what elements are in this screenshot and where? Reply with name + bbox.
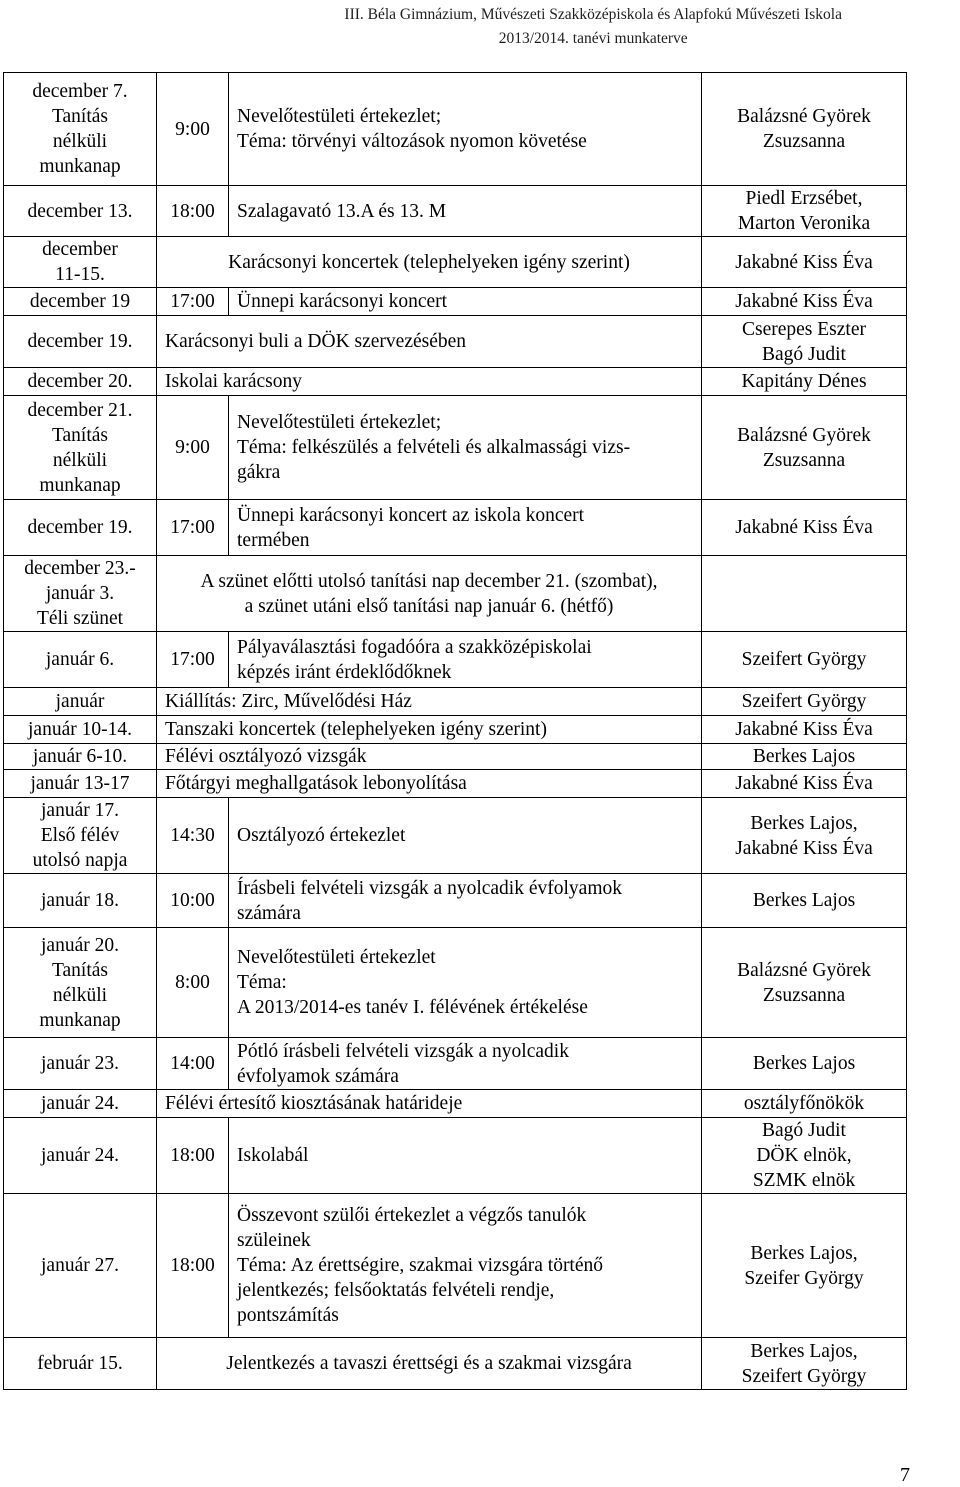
date-line: február 15. xyxy=(37,1353,123,1374)
date-line: utolsó napja xyxy=(32,850,128,871)
event-line: Kiállítás: Zirc, Művelődési Ház xyxy=(165,691,412,712)
table-row xyxy=(4,288,907,316)
date-line: január 20. xyxy=(41,934,119,956)
time-cell: 14:30 xyxy=(157,798,229,874)
table-row xyxy=(4,1038,907,1090)
table-row xyxy=(4,368,907,396)
responsible-line: Jakabné Kiss Éva xyxy=(735,719,873,740)
responsible-cell xyxy=(702,1338,907,1390)
responsible-cell xyxy=(702,556,907,632)
event-line: jelentkezés; felsőoktatás felvételi rendje, xyxy=(237,1280,555,1301)
event-cell xyxy=(157,1338,702,1390)
responsible-cell xyxy=(702,316,907,368)
event-line: A szünet előtti utolsó tanítási nap december 21. (szombat), xyxy=(200,570,658,592)
responsible-cell xyxy=(702,1090,907,1118)
date-cell xyxy=(4,1090,157,1118)
responsible-cell xyxy=(702,632,907,688)
event-cell xyxy=(229,798,702,874)
date-line: 11-15. xyxy=(55,264,105,285)
date-cell xyxy=(4,73,157,186)
responsible-cell xyxy=(702,798,907,874)
event-line: termében xyxy=(237,529,310,551)
date-line: január 6. xyxy=(45,649,115,670)
event-line: Téma: Az érettségire, szakmai vizsgára történő xyxy=(237,1255,604,1276)
schedule-table xyxy=(3,72,907,1390)
responsible-line: Szeifer György xyxy=(744,1267,864,1289)
responsible-line: Szeifert György xyxy=(741,649,867,670)
table-row xyxy=(4,237,907,288)
responsible-line: Balázsné Györek xyxy=(737,959,871,981)
responsible-line: Szeifert György xyxy=(741,691,867,712)
date-line: nélküli xyxy=(52,984,108,1006)
responsible-line: Kapitány Dénes xyxy=(741,371,867,392)
date-cell xyxy=(4,368,157,396)
date-line: január 3. xyxy=(45,583,115,604)
date-line: Tanítás xyxy=(51,959,109,981)
responsible-cell xyxy=(702,770,907,798)
table-row xyxy=(4,556,907,632)
event-cell xyxy=(229,288,702,316)
table-row xyxy=(4,1338,907,1390)
event-cell xyxy=(229,874,702,928)
date-line: december 7. xyxy=(32,81,128,102)
event-line: Félévi osztályozó vizsgák xyxy=(165,746,367,767)
page-header xyxy=(344,3,842,51)
date-line: január 10-14. xyxy=(28,719,132,740)
event-cell xyxy=(229,396,702,500)
table-row xyxy=(4,716,907,744)
date-cell xyxy=(4,716,157,744)
table-row xyxy=(4,73,907,186)
responsible-cell xyxy=(702,396,907,500)
table-row xyxy=(4,1194,907,1338)
event-cell xyxy=(229,1194,702,1338)
date-line: január 24. xyxy=(41,1145,119,1166)
table-row xyxy=(4,632,907,688)
event-line: Osztályozó értekezlet xyxy=(237,825,406,846)
responsible-line: SZMK elnök xyxy=(752,1170,856,1191)
date-cell xyxy=(4,237,157,288)
date-line: január 23. xyxy=(41,1053,119,1074)
date-cell xyxy=(4,688,157,716)
event-line: Pályaválasztási fogadóóra a szakközépiskolai xyxy=(237,636,592,658)
responsible-line: Marton Veronika xyxy=(737,213,871,234)
time-cell: 17:00 xyxy=(157,500,229,556)
date-line: december 21. xyxy=(27,399,133,421)
responsible-cell xyxy=(702,368,907,396)
event-line: Téma: törvényi változások nyomon követése xyxy=(237,131,587,152)
date-line: munkanap xyxy=(39,1009,121,1031)
date-cell xyxy=(4,798,157,874)
date-line: nélküli xyxy=(52,449,108,471)
responsible-cell xyxy=(702,73,907,186)
responsible-cell xyxy=(702,874,907,928)
event-line: számára xyxy=(237,902,301,924)
responsible-line: Berkes Lajos, xyxy=(750,1242,858,1264)
event-line: évfolyamok számára xyxy=(237,1065,399,1087)
date-line: december 20. xyxy=(27,371,133,392)
event-cell xyxy=(157,744,702,770)
table-row xyxy=(4,396,907,500)
date-line: december 19 xyxy=(29,291,131,312)
date-cell xyxy=(4,1194,157,1338)
event-cell xyxy=(157,1090,702,1118)
date-cell xyxy=(4,770,157,798)
responsible-line: Zsuzsanna xyxy=(762,984,846,1006)
responsible-line: Cserepes Eszter xyxy=(742,318,866,340)
event-line: szüleinek xyxy=(237,1230,311,1251)
event-line: A 2013/2014-es tanév I. félévének értékelése xyxy=(237,997,588,1018)
table-row xyxy=(4,500,907,556)
event-line: Félévi értesítő kiosztásának határideje xyxy=(165,1093,463,1114)
date-cell xyxy=(4,500,157,556)
date-line: december 19. xyxy=(27,517,133,538)
event-line: Iskolai karácsony xyxy=(165,371,302,392)
responsible-line: Berkes Lajos xyxy=(752,746,856,767)
date-line: január 24. xyxy=(41,1093,119,1114)
responsible-line: Bagó Judit xyxy=(762,1120,846,1141)
responsible-cell xyxy=(702,186,907,237)
event-cell xyxy=(229,1118,702,1194)
time-cell: 10:00 xyxy=(157,874,229,928)
event-line: Ünnepi karácsonyi koncert az iskola koncert xyxy=(237,504,585,526)
time-cell: 17:00 xyxy=(157,288,229,316)
responsible-line: DÖK elnök, xyxy=(756,1145,852,1166)
responsible-line: Jakabné Kiss Éva xyxy=(735,251,873,273)
responsible-line: osztályfőnökök xyxy=(743,1093,865,1114)
date-cell xyxy=(4,744,157,770)
responsible-cell xyxy=(702,237,907,288)
date-line: január 6-10. xyxy=(32,746,128,767)
event-cell xyxy=(229,500,702,556)
time-cell: 18:00 xyxy=(157,1194,229,1338)
table-row xyxy=(4,1118,907,1194)
date-line: január 27. xyxy=(41,1255,119,1276)
table-row xyxy=(4,1090,907,1118)
event-line: képzés iránt érdeklődőknek xyxy=(237,661,452,683)
table-row xyxy=(4,770,907,798)
date-cell xyxy=(4,556,157,632)
responsible-line: Jakabné Kiss Éva xyxy=(735,837,873,859)
table-row xyxy=(4,744,907,770)
date-line: Első félév xyxy=(40,825,120,846)
time-cell: 8:00 xyxy=(157,928,229,1038)
event-cell xyxy=(157,770,702,798)
responsible-cell xyxy=(702,928,907,1038)
event-line: Iskolabál xyxy=(237,1145,309,1166)
date-line: december 19. xyxy=(27,331,133,352)
responsible-line: Jakabné Kiss Éva xyxy=(735,773,873,794)
responsible-line: Berkes Lajos xyxy=(752,1053,856,1074)
event-line: Írásbeli felvételi vizsgák a nyolcadik évfolyamok xyxy=(237,877,622,899)
table-row xyxy=(4,316,907,368)
table-row xyxy=(4,688,907,716)
date-cell xyxy=(4,288,157,316)
date-line: december 13. xyxy=(27,200,133,222)
event-cell xyxy=(229,928,702,1038)
time-cell: 9:00 xyxy=(157,396,229,500)
event-line: Nevelőtestületi értekezlet; xyxy=(237,106,442,127)
table-row xyxy=(4,798,907,874)
date-cell xyxy=(4,1038,157,1090)
date-cell xyxy=(4,1118,157,1194)
event-line: Ünnepi karácsonyi koncert xyxy=(237,291,448,312)
date-cell xyxy=(4,928,157,1038)
time-cell: 18:00 xyxy=(157,186,229,237)
date-line: december 23.- xyxy=(24,558,136,579)
event-cell xyxy=(157,368,702,396)
date-line: Téli szünet xyxy=(36,608,124,629)
responsible-line: Piedl Erzsébet, xyxy=(745,188,863,209)
date-cell xyxy=(4,396,157,500)
event-cell xyxy=(229,1038,702,1090)
date-line: január 18. xyxy=(41,890,119,911)
responsible-line: Zsuzsanna xyxy=(762,449,846,471)
date-line: Tanítás xyxy=(51,424,109,446)
event-line: Összevont szülői értekezlet a végzős tanulók xyxy=(237,1205,587,1226)
responsible-line: Balázsné Györek xyxy=(737,106,871,127)
date-cell xyxy=(4,632,157,688)
responsible-line: Balázsné Györek xyxy=(737,424,871,446)
date-line: munkanap xyxy=(39,474,121,496)
responsible-line: Jakabné Kiss Éva xyxy=(735,517,873,538)
table-row xyxy=(4,874,907,928)
event-line: a szünet utáni első tanítási nap január 6. (hétfő) xyxy=(244,595,614,617)
event-cell xyxy=(229,632,702,688)
responsible-line: Berkes Lajos xyxy=(752,890,856,911)
date-line: munkanap xyxy=(39,156,121,177)
event-cell xyxy=(229,186,702,237)
time-cell: 18:00 xyxy=(157,1118,229,1194)
date-line: január 17. xyxy=(41,800,119,821)
date-cell xyxy=(4,874,157,928)
event-cell xyxy=(157,237,702,288)
event-line: Főtárgyi meghallgatások lebonyolítása xyxy=(165,773,467,794)
responsible-line: Bagó Judit xyxy=(762,343,846,365)
responsible-cell xyxy=(702,716,907,744)
event-line: Téma: xyxy=(237,972,287,993)
event-line: Karácsonyi buli a DÖK szervezésében xyxy=(165,331,467,352)
date-line: december xyxy=(42,239,118,260)
responsible-line: Zsuzsanna xyxy=(762,131,846,152)
event-line: Téma: felkészülés a felvételi és alkalmassági vizs- xyxy=(237,437,631,458)
table-row xyxy=(4,928,907,1038)
event-cell xyxy=(157,316,702,368)
responsible-cell xyxy=(702,1194,907,1338)
responsible-line: Berkes Lajos, xyxy=(750,1340,858,1362)
header-school-name: III. Béla Gimnázium, Művészeti Szakközépiskola és Alapfokú Művészeti Iskola xyxy=(344,6,842,23)
time-cell: 9:00 xyxy=(157,73,229,186)
table-row xyxy=(4,186,907,237)
event-cell xyxy=(157,716,702,744)
event-cell xyxy=(157,556,702,632)
responsible-cell xyxy=(702,500,907,556)
date-cell xyxy=(4,186,157,237)
responsible-line: Jakabné Kiss Éva xyxy=(735,291,873,312)
event-line: gákra xyxy=(237,462,281,483)
date-line: január xyxy=(55,691,105,712)
date-line: nélküli xyxy=(52,131,108,152)
event-cell xyxy=(157,688,702,716)
responsible-cell xyxy=(702,744,907,770)
date-cell xyxy=(4,1338,157,1390)
event-line: Karácsonyi koncertek (telephelyeken igény szerint) xyxy=(228,251,630,273)
event-line: Szalagavató 13.A és 13. M xyxy=(237,200,447,222)
header-plan-title: 2013/2014. tanévi munkaterve xyxy=(498,30,688,47)
page-number: 7 xyxy=(900,1464,910,1486)
date-line: Tanítás xyxy=(51,106,109,127)
event-line: Tanszaki koncertek (telephelyeken igény szerint) xyxy=(165,719,547,740)
date-line: január 13-17 xyxy=(30,773,130,794)
responsible-line: Berkes Lajos, xyxy=(750,812,858,834)
responsible-cell xyxy=(702,1118,907,1194)
event-cell xyxy=(229,73,702,186)
event-line: pontszámítás xyxy=(237,1305,339,1326)
event-line: Jelentkezés a tavaszi érettségi és a szakmai vizsgára xyxy=(226,1353,632,1374)
time-cell: 14:00 xyxy=(157,1038,229,1090)
responsible-cell xyxy=(702,1038,907,1090)
responsible-cell xyxy=(702,688,907,716)
responsible-cell xyxy=(702,288,907,316)
event-line: Nevelőtestületi értekezlet xyxy=(237,947,436,968)
event-line: Nevelőtestületi értekezlet; xyxy=(237,412,442,433)
event-line: Pótló írásbeli felvételi vizsgák a nyolcadik xyxy=(237,1040,569,1062)
responsible-line: Szeifert György xyxy=(741,1365,867,1387)
date-cell xyxy=(4,316,157,368)
time-cell: 17:00 xyxy=(157,632,229,688)
